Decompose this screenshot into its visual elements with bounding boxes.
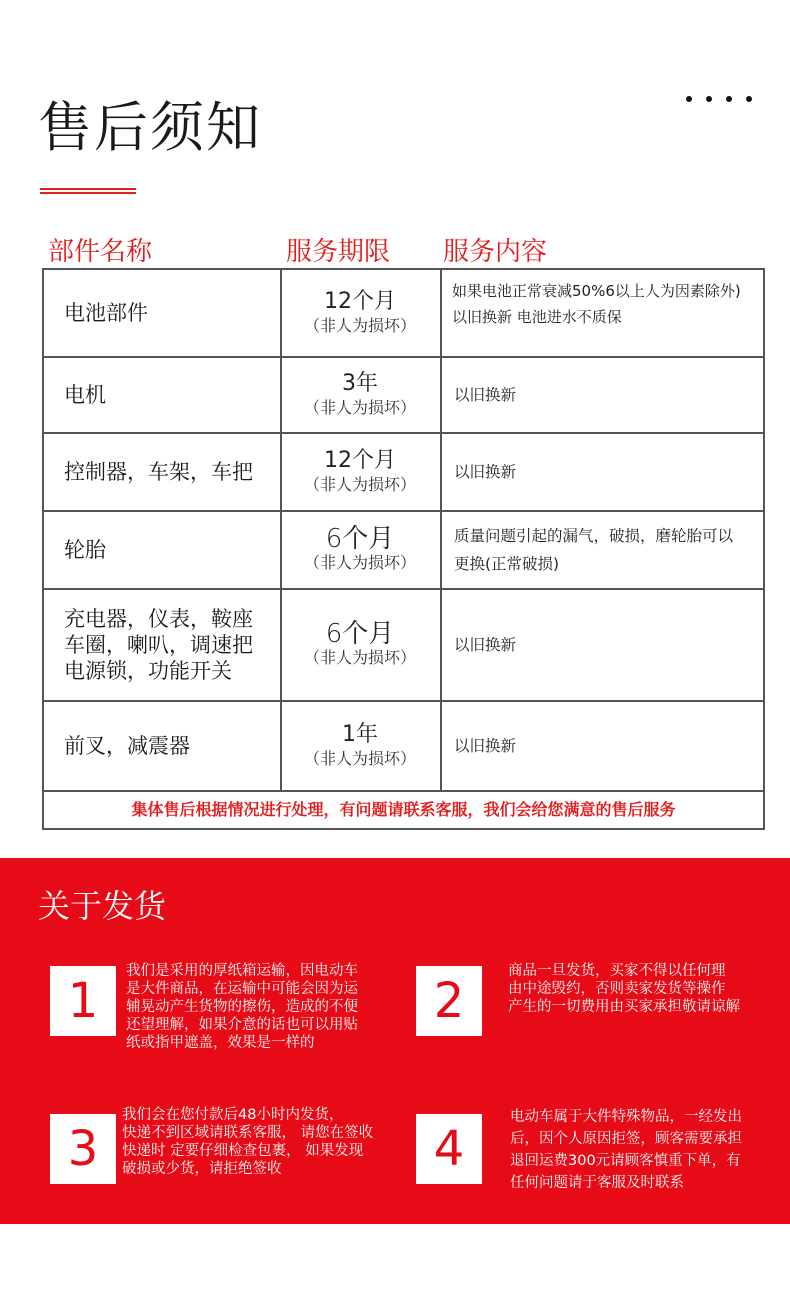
- service-period: 6个月: [325, 524, 395, 554]
- shipping-note-line: 退回运费300元请顾客慎重下单，有: [510, 1153, 741, 1169]
- shipping-note: [508, 962, 740, 1016]
- shipping-note-line: 还望理解，如果介意的话也可以用贴: [126, 1017, 358, 1033]
- shipping-note-line: 后，因个人原因拒签，顾客需要承担: [510, 1131, 742, 1147]
- service-content: 以旧换新 电池进水不质保: [452, 308, 622, 326]
- shipping-note-line: 是大件商品，在运输中可能会因为运: [126, 981, 358, 997]
- service-period: 3年: [342, 371, 378, 396]
- more-menu-icon[interactable]: [686, 96, 752, 102]
- part-name: 电机: [64, 383, 106, 407]
- service-content: 如果电池正常衰减50%6以上人为因素除外): [452, 282, 741, 300]
- shipping-note-line: 由中途毁约，否则卖家发货等操作: [508, 981, 726, 997]
- service-period: 1年: [342, 722, 378, 747]
- shipping-note-line: 产生的一切费用由买家承担敬请谅解: [508, 999, 740, 1015]
- shipping-note-line: 我们是采用的厚纸箱运输，因电动车: [126, 963, 358, 979]
- shipping-note-line: 快递时 定要仔细检查包裹， 如果发现: [122, 1143, 364, 1159]
- service-content: 以旧换新: [454, 737, 517, 755]
- service-content: 以旧换新: [454, 636, 517, 654]
- service-content: 质量问题引起的漏气，破损，磨轮胎可以: [454, 527, 734, 545]
- shipping-note: [510, 1106, 742, 1194]
- shipping-note-line: 破损或少货，请拒绝签收: [122, 1161, 282, 1177]
- table-row: [44, 358, 763, 432]
- table-row: [44, 590, 763, 700]
- shipping-note: [126, 962, 358, 1052]
- shipping-note-line: 商品一旦发货，买家不得以任何理: [508, 963, 726, 979]
- part-name: 充电器，仪表，鞍座: [64, 607, 253, 631]
- dot-icon: [686, 96, 692, 102]
- dot-icon: [726, 96, 732, 102]
- period-note: （非人为损坏）: [303, 749, 416, 768]
- part-name: 前叉，减震器: [64, 734, 190, 758]
- part-name: 车圈，喇叭，调速把: [64, 633, 253, 657]
- period-note: （非人为损坏）: [303, 553, 416, 572]
- period-note: （非人为损坏）: [303, 648, 416, 667]
- title-underline: [40, 188, 136, 194]
- table-row: [44, 270, 763, 356]
- service-content: 以旧换新: [454, 463, 517, 481]
- page-title: 售后须知: [38, 96, 262, 159]
- step-number: 3: [50, 1114, 116, 1184]
- part-name: 轮胎: [64, 538, 106, 562]
- shipping-note-line: 电动车属于大件特殊物品，一经发出: [510, 1109, 742, 1125]
- shipping-note-line: 我们会在您付款后48小时内发货，: [122, 1107, 344, 1123]
- part-name: 电池部件: [64, 301, 148, 325]
- column-header-part: 部件名称: [48, 237, 153, 267]
- table-row: [44, 702, 763, 790]
- table-note: 集体售后根据情况进行处理，有问题请联系客服，我们会给您满意的售后服务: [131, 800, 676, 819]
- service-period: 6个月: [325, 619, 395, 649]
- shipping-note-line: 辅晃动产生货物的擦伤，造成的不便: [126, 999, 358, 1015]
- table-row: [44, 512, 763, 588]
- step-number: 2: [416, 966, 482, 1036]
- shipping-note-line: 纸或指甲遮盖，效果是一样的: [126, 1035, 315, 1051]
- shipping-note: [122, 1106, 373, 1178]
- warranty-table: [42, 268, 765, 830]
- column-header-period: 服务期限: [286, 237, 391, 267]
- table-row: [44, 434, 763, 510]
- service-content: 更换(正常破损): [454, 555, 560, 573]
- step-number: 4: [416, 1114, 482, 1184]
- period-note: （非人为损坏）: [303, 475, 416, 494]
- shipping-note-line: 任何问题请于客服及时联系: [510, 1175, 684, 1191]
- period-note: （非人为损坏）: [303, 316, 416, 335]
- shipping-title: 关于发货: [38, 887, 167, 925]
- dot-icon: [746, 96, 752, 102]
- part-name: 电源锁，功能开关: [64, 659, 232, 683]
- service-period: 12个月: [324, 448, 396, 473]
- service-period: 12个月: [324, 289, 396, 314]
- shipping-note-line: 快递不到区域请联系客服， 请您在签收: [122, 1125, 374, 1141]
- service-content: 以旧换新: [454, 386, 517, 404]
- dot-icon: [706, 96, 712, 102]
- step-number: 1: [50, 966, 116, 1036]
- period-note: （非人为损坏）: [303, 398, 416, 417]
- part-name: 控制器，车架，车把: [64, 460, 253, 484]
- column-header-content: 服务内容: [443, 237, 548, 267]
- shipping-panel: [0, 858, 790, 1224]
